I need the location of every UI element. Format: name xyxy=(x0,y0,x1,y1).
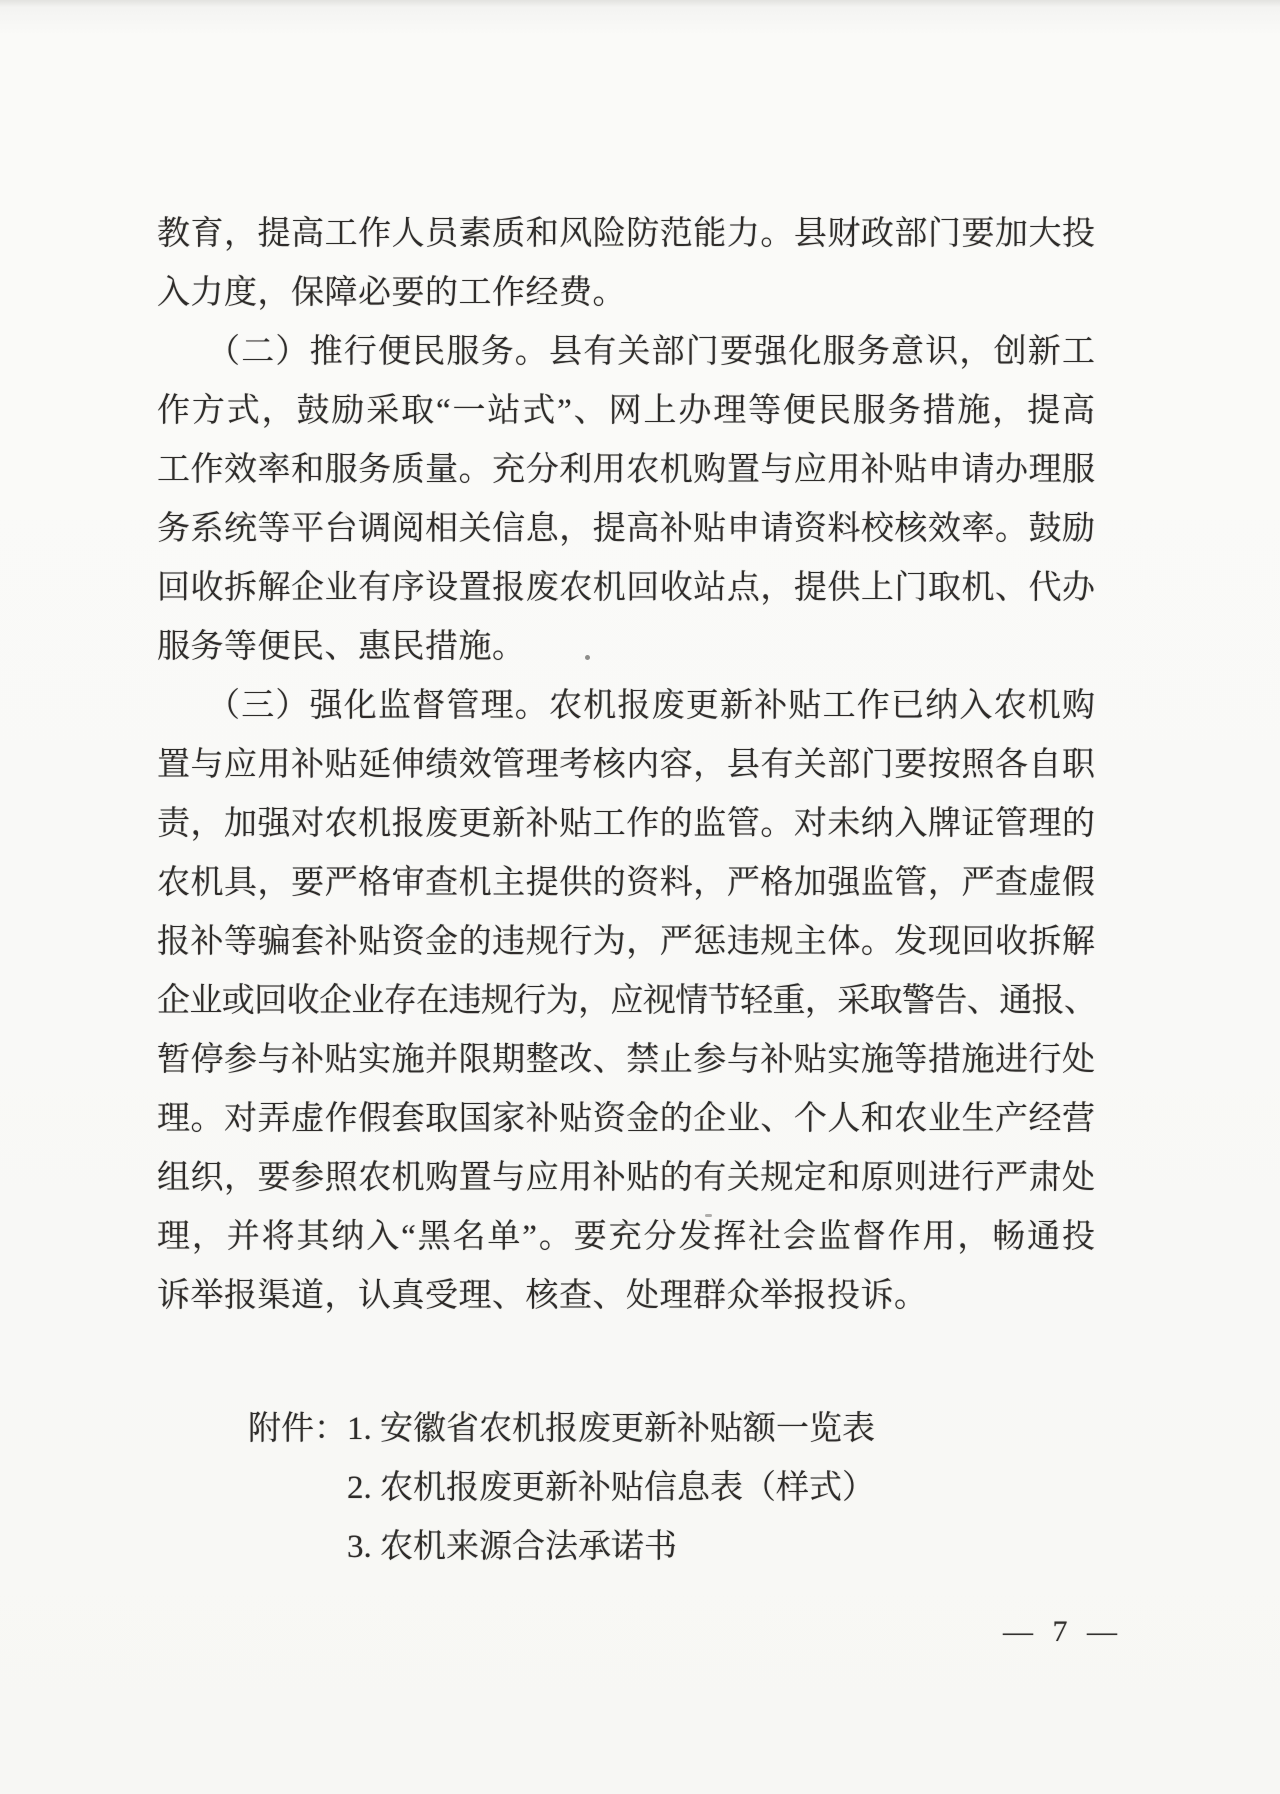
attachments-label: 附件： xyxy=(248,1411,347,1447)
body-line-1: 教育，提高工作人员素质和风险防范能力。县财政部门要加大投 xyxy=(157,216,1095,252)
document-body xyxy=(157,205,1095,1326)
body-line-11: 责，加强对农机报废更新补贴工作的监管。对未纳入牌证管理的 xyxy=(157,806,1095,842)
body-line-15: 暂停参与补贴实施并限期整改、禁止参与补贴实施等措施进行处 xyxy=(157,1042,1095,1078)
body-line-5: 工作效率和服务质量。充分利用农机购置与应用补贴申请办理服 xyxy=(157,452,1095,488)
body-line-14: 企业或回收企业存在违规行为，应视情节轻重，采取警告、通报、 xyxy=(157,983,1095,1019)
body-line-16: 理。对弄虚作假套取国家补贴资金的企业、个人和农业生产经营 xyxy=(157,1101,1095,1137)
body-line-9: （三）强化监督管理。农机报废更新补贴工作已纳入农机购 xyxy=(207,688,1095,724)
body-line-4: 作方式，鼓励采取“一站式”、网上办理等便民服务措施，提高 xyxy=(157,393,1095,429)
attachment-item-3: 3. 农机来源合法承诺书 xyxy=(347,1529,677,1565)
body-line-10: 置与应用补贴延伸绩效管理考核内容，县有关部门要按照各自职 xyxy=(157,747,1095,783)
body-line-2: 入力度，保障必要的工作经费。 xyxy=(157,275,626,311)
body-line-12: 农机具，要严格审查机主提供的资料，严格加强监管，严查虚假 xyxy=(157,865,1095,901)
body-line-3: （二）推行便民服务。县有关部门要强化服务意识，创新工 xyxy=(207,334,1095,370)
attachment-item-1 xyxy=(157,1400,1095,1459)
attachment-item-1-text: 1. 安徽省农机报废更新补贴额一览表 xyxy=(347,1411,875,1447)
body-line-19: 诉举报渠道，认真受理、核查、处理群众举报投诉。 xyxy=(157,1278,928,1314)
body-line-6: 务系统等平台调阅相关信息，提高补贴申请资料校核效率。鼓励 xyxy=(157,511,1095,547)
body-line-13: 报补等骗套补贴资金的违规行为，严惩违规主体。发现回收拆解 xyxy=(157,924,1095,960)
attachment-item-2: 2. 农机报废更新补贴信息表（样式） xyxy=(347,1470,875,1506)
body-line-7: 回收拆解企业有序设置报废农机回收站点，提供上门取机、代办 xyxy=(157,570,1095,606)
body-line-8: 服务等便民、惠民措施。 xyxy=(157,629,526,665)
body-line-17: 组织，要参照农机购置与应用补贴的有关规定和原则进行严肃处 xyxy=(157,1160,1095,1196)
page-number: — 7 — xyxy=(1003,1615,1123,1648)
attachments-list xyxy=(157,1400,1095,1577)
body-line-18: 理，并将其纳入“黑名单”。要充分发挥社会监督作用，畅通投 xyxy=(157,1219,1095,1255)
